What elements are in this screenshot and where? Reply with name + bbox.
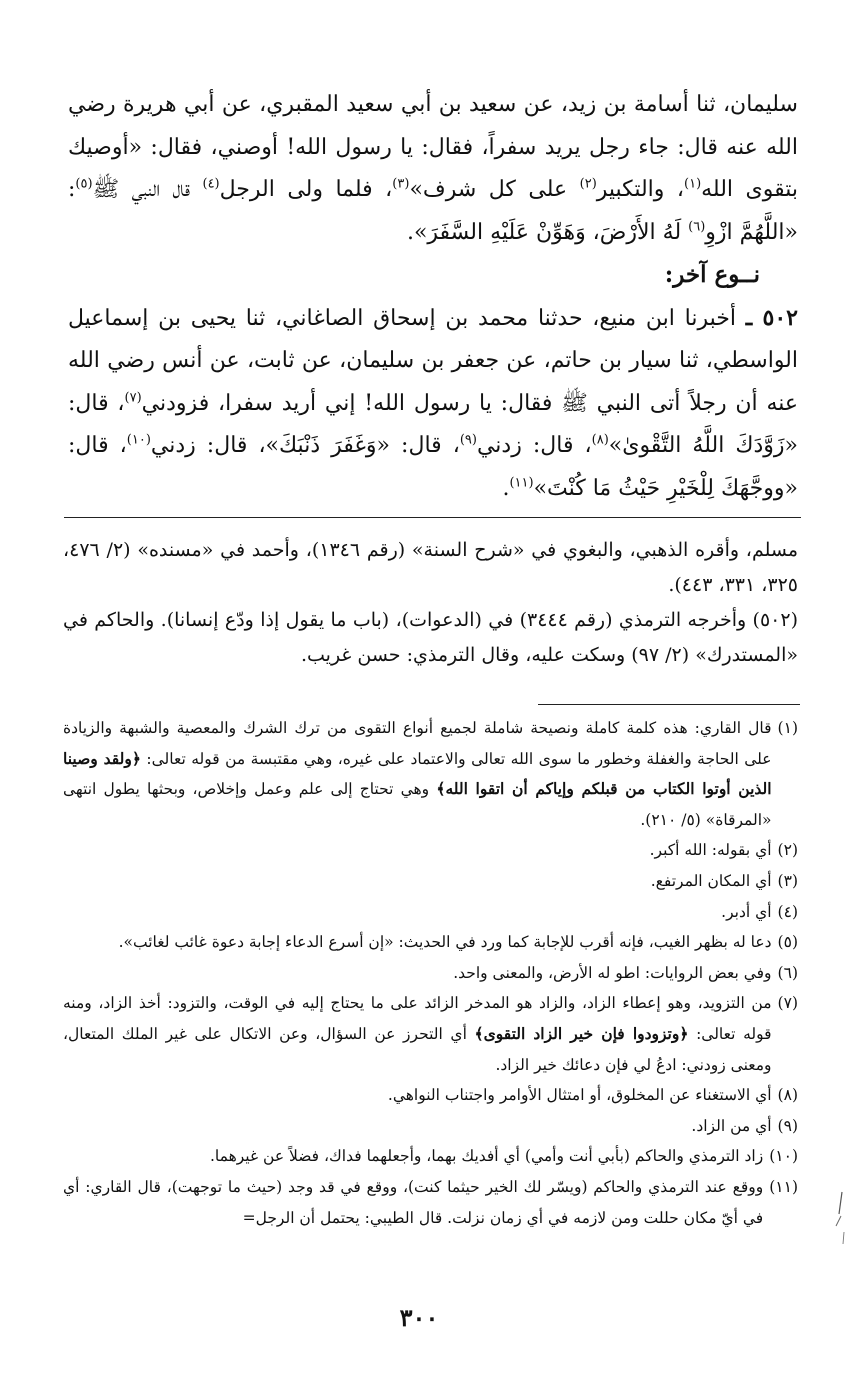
- footnote-ref[interactable]: (٢): [579, 176, 597, 192]
- page-number: ٣٠٠: [399, 1303, 439, 1332]
- quran-quote: ﴿ولقد وصينا الذين أوتوا الكتاب من قبلكم وإياكم أن اتقوا الله﴾: [63, 748, 772, 799]
- footnote-number: (١): [777, 719, 798, 737]
- footnote-item: (٩) أي من الزاد.: [63, 1111, 798, 1142]
- quran-quote: ﴿وتزودوا فإن خير الزاد التقوى﴾: [474, 1023, 689, 1043]
- footnote-ref[interactable]: (٥): [75, 176, 93, 192]
- divider-line: [64, 517, 801, 518]
- footnote-number: (٥): [777, 933, 798, 952]
- footnote-item: (٤) أي أدبر.: [63, 897, 798, 928]
- footnote-item: (١٠) زاد الترمذي والحاكم (بأبي أنت وأمي) أي أفديك بهما، وأجعلهما فداك، فضلاً عن غيرهما.: [63, 1141, 798, 1172]
- hadith-paragraph-1: سليمان، ثنا أسامة بن زيد، عن سعيد بن أبي سعيد المقبري، عن أبي هريرة رضي الله عنه قال: جاء رجل يريد سفراً، فقال: يا رسول الله! أوصني، فقال: «أوصيك بتقوى الله$^{(١)}$، والتكبير$^{(٢)}$ على كل شرف»$^{(٣)}$، فلما ولى الرجل$^{(٤)}$ قال النبي ﷺ$^{(٥)}$: «اللَّهُمَّ ازْوِ$^{(٦)}$ لَهُ الأَرْضَ، وَهَوِّنْ عَلَيْهِ السَّفَرَ».: [68, 92, 798, 245]
- footnote-number: (١١): [769, 1177, 798, 1196]
- footnote-ref[interactable]: (٨): [591, 432, 609, 448]
- footnote-item: (١) قال القاري: هذه كلمة كاملة ونصيحة شاملة لجميع أنواع التقوى من ترك الشرك والمعصية والشبهة والزيادة على الحاجة والغفلة وخطور ما سوى الله تعالى والاعتماد على غيره، وهي مقتبسة من قوله تعالى: ﴿ولقد وصينا الذين أوتوا الكتاب من قبلكم وإياكم أن اتقوا الله﴾ وهي تحتاج إلى علم وعمل وإخلاص، وبحثها يطول انتهى «المرقاة» (٥/ ٢١٠).: [63, 713, 798, 835]
- footnotes-block: [63, 713, 798, 1233]
- footnote-number: (٩): [777, 1116, 798, 1135]
- footnote-item: (٢) أي بقوله: الله أكبر.: [63, 835, 798, 866]
- footnote-ref[interactable]: (١٠): [126, 432, 151, 448]
- footnote-number: (٢): [777, 841, 798, 860]
- footnote-number: (٣): [777, 871, 798, 890]
- footnote-item: (٧) من التزويد، وهو إعطاء الزاد، والزاد هو المدخر الزائد على ما يحتاج إليه في الوقت، والتزود: أخذ الزاد، ومنه قوله تعالى: ﴿وتزودوا فإن خير الزاد التقوى﴾ أي التحرز عن السؤال، وعن الاتكال على غير الملك المتعال، ومعنى زودني: ادعُ لي فإن دعائك خير الزاد.: [63, 988, 798, 1080]
- footnote-item: (١١) ووقع عند الترمذي والحاكم (ويسّر لك الخير حيثما كنت)، ووقع في قد وجد (حيث ما توجهت)، قال القاري: أي في أيّ مكان حللت ومن لازمه في أي زمان نزلت. قال الطيبي: يحتمل أن الرجل=: [63, 1172, 798, 1233]
- hadith-number: ٥٠٢ ـ: [745, 304, 798, 331]
- footnote-ref[interactable]: (٣): [392, 176, 410, 192]
- footnote-ref[interactable]: (٤): [202, 176, 220, 192]
- footnote-number: (٤): [777, 902, 798, 921]
- footnote-item: (٦) وفي بعض الروايات: اطو له الأرض، والمعنى واحد.: [63, 958, 798, 989]
- footnote-number: (٦): [777, 963, 798, 982]
- footnote-ref[interactable]: (٩): [459, 432, 477, 448]
- reference-item: مسلم، وأقره الذهبي، والبغوي في «شرح السنة» (رقم ١٣٤٦)، وأحمد في «مسنده» (٢/ ٤٧٦، ٣٢٥، ٣٣١، ٤٤٣).: [63, 539, 799, 596]
- footnote-ref[interactable]: (١): [684, 176, 702, 192]
- footnote-item: (٥) دعا له بظهر الغيب، فإنه أقرب للإجابة كما ورد في الحديث: «إن أسرع الدعاء إجابة دعوة غائب لغائب».: [63, 927, 798, 958]
- footnote-number: (٧): [777, 994, 798, 1013]
- margin-pen-mark: [828, 1188, 852, 1248]
- footnote-ref[interactable]: (٦): [688, 219, 706, 235]
- divider-line: [538, 704, 800, 705]
- main-text: [68, 84, 798, 510]
- hadith-paragraph-502: ٥٠٢ ـ أخبرنا ابن منيع، حدثنا محمد بن إسحاق الصاغاني، ثنا يحيى بن إسماعيل الواسطي، ثنا سيار بن حاتم، عن جعفر بن سليمان، عن ثابت، عن أنس رضي الله عنه أن رجلاً أتى النبي ﷺ فقال: يا رسول الله! إني أريد سفرا، فزودني$^{(٧)}$، قال: «زَوَّدَكَ اللَّهُ التَّقْوىٰ»$^{(٨)}$، قال: زدني$^{(٩)}$، قال: «وَغَفَرَ ذَنْبَكَ»، قال: زدني$^{(١٠)}$، قال: «ووجَّهَكَ لِلْخَيْرِ حَيْثُ مَا كُنْتَ»$^{(١١)}$.: [68, 304, 799, 501]
- reference-item: (٥٠٢) وأخرجه الترمذي (رقم ٣٤٤٤) في (الدعوات)، (باب ما يقول إذا ودّع إنسانا). والحاكم في «المستدرك» (٢/ ٩٧) وسكت عليه، وقال الترمذي: حسن غريب.: [63, 609, 799, 666]
- footnote-item: (٣) أي المكان المرتفع.: [63, 866, 798, 897]
- footnote-number: (١٠): [769, 1147, 798, 1166]
- footnote-number: (٨): [777, 1086, 798, 1105]
- references-block: [63, 533, 798, 673]
- footnote-ref[interactable]: (٧): [124, 390, 142, 406]
- footnote-item: (٨) أي الاستغناء عن المخلوق، أو امتثال الأوامر واجتناب النواهي.: [63, 1080, 798, 1111]
- section-heading: نــوع آخر:: [664, 261, 760, 288]
- footnote-ref[interactable]: (١١): [509, 475, 534, 491]
